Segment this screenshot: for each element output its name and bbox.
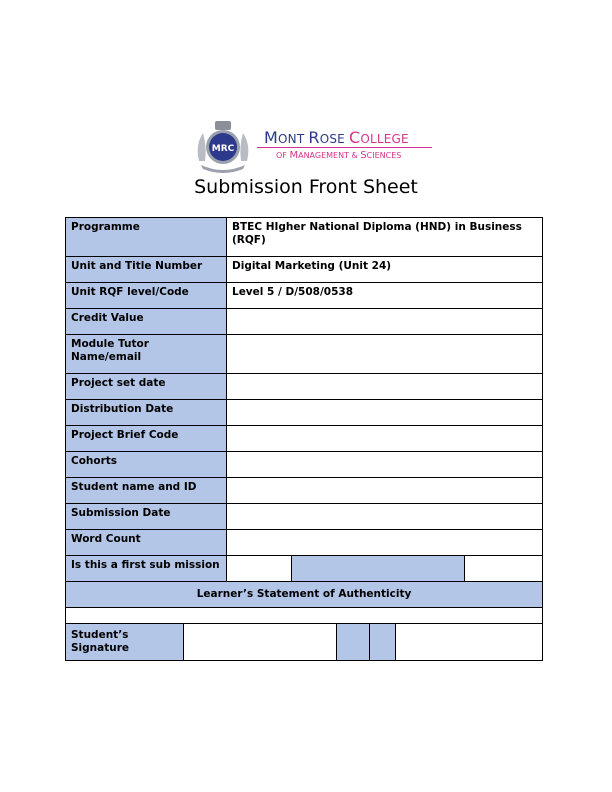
table-row [66, 283, 543, 309]
field-label: Credit Value [66, 309, 227, 335]
field-label: Module Tutor Name/email [66, 335, 227, 374]
table-row [66, 530, 543, 556]
field-label: Word Count [66, 530, 227, 556]
college-subtitle: OF MANAGEMENT & SCIENCES [276, 150, 402, 161]
field-label: Project set date [66, 374, 227, 400]
table-row [66, 426, 543, 452]
first-submission-label: Is this a first sub mission [66, 556, 227, 582]
table-row [66, 218, 543, 257]
field-label: Unit and Title Number [66, 257, 227, 283]
authenticity-text [66, 608, 543, 624]
submission-form-table [65, 217, 543, 661]
table-row [66, 452, 543, 478]
signature-date-field[interactable] [370, 624, 543, 661]
table-row [66, 374, 543, 400]
authenticity-text-row [66, 608, 543, 624]
signature-row [66, 624, 543, 661]
college-name: MONT ROSE COLLEGE [264, 128, 409, 147]
field-label: Cohorts [66, 452, 227, 478]
field-value[interactable]: Digital Marketing (Unit 24) [227, 257, 543, 283]
college-emblem-icon [193, 117, 253, 173]
page-title: Submission Front Sheet [194, 176, 418, 198]
field-label: Programme [66, 218, 227, 257]
logo-divider [257, 147, 432, 148]
signature-field[interactable] [184, 624, 370, 661]
table-row [66, 257, 543, 283]
first-submission-row [66, 556, 543, 582]
field-label: Submission Date [66, 504, 227, 530]
field-label: Student name and ID [66, 478, 227, 504]
field-value[interactable] [227, 530, 543, 556]
signature-label: Student’s Signature [66, 624, 184, 661]
authenticity-heading-row [66, 582, 543, 608]
first-submission-no-cell[interactable] [465, 556, 543, 582]
field-value[interactable] [227, 452, 543, 478]
field-label: Project Brief Code [66, 426, 227, 452]
table-row [66, 478, 543, 504]
field-value[interactable] [227, 426, 543, 452]
field-value[interactable] [227, 374, 543, 400]
field-value[interactable] [227, 309, 543, 335]
field-value[interactable]: BTEC HIgher National Diploma (HND) in Business (RQF) [227, 218, 543, 257]
field-value[interactable] [227, 335, 543, 374]
table-row [66, 400, 543, 426]
field-value[interactable]: Level 5 / D/508/0538 [227, 283, 543, 309]
field-label: Distribution Date [66, 400, 227, 426]
first-submission-middle-cell [292, 556, 465, 582]
field-label: Unit RQF level/Code [66, 283, 227, 309]
table-row [66, 504, 543, 530]
emblem-text: MRC [211, 144, 235, 154]
table-row [66, 309, 543, 335]
authenticity-heading: Learner’s Statement of Authenticity [66, 582, 543, 608]
field-value[interactable] [227, 400, 543, 426]
first-submission-yes-cell[interactable] [227, 556, 292, 582]
college-logo [193, 117, 433, 173]
field-value[interactable] [227, 478, 543, 504]
table-row [66, 335, 543, 374]
field-value[interactable] [227, 504, 543, 530]
